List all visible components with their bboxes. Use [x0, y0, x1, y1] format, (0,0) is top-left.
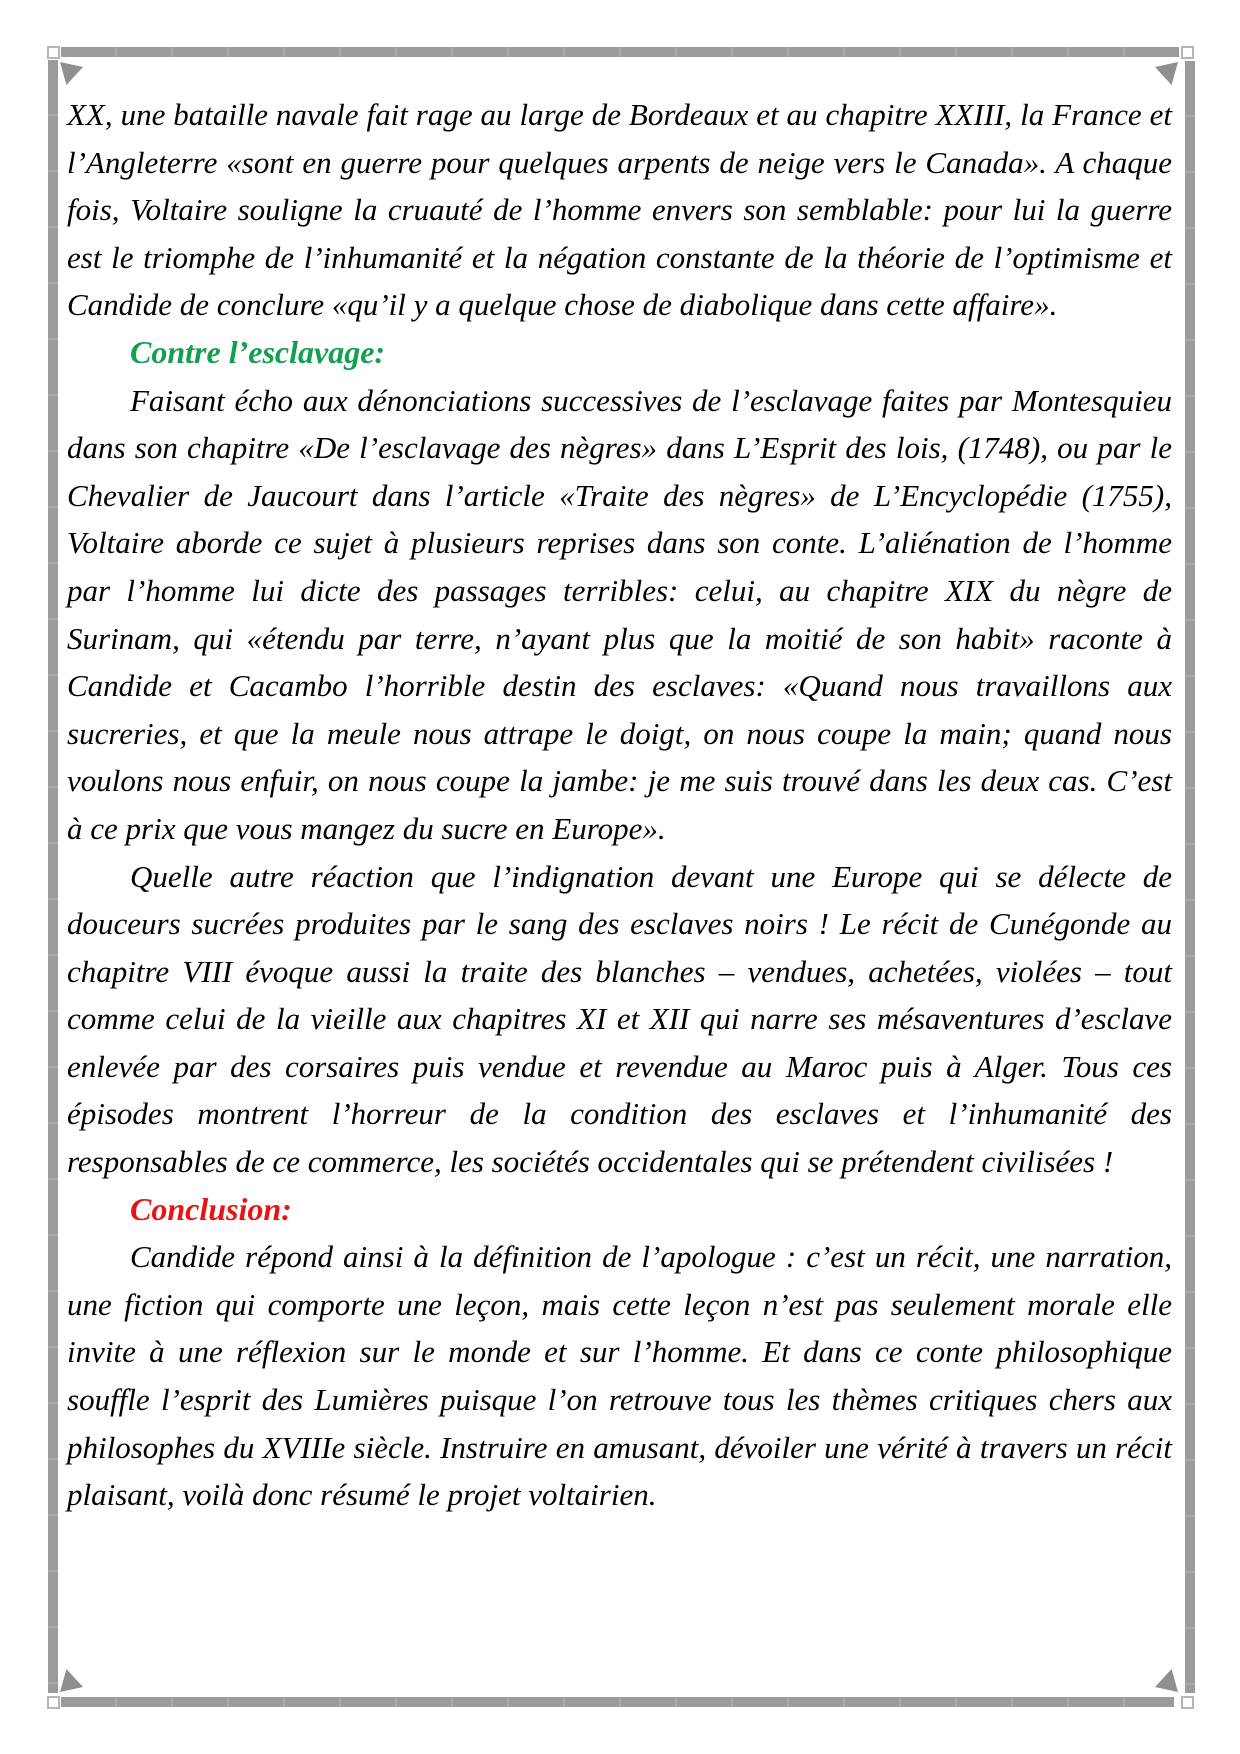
- paragraph-conclusion: Candide répond ainsi à la définition de l’apologue : c’est un récit, une narration, une fiction qui comporte une leçon, mais cette leçon n’est pas seulement morale elle invite à une réflexion sur le monde et sur l’homme. Et dans ce conte philosophique souffle l’esprit des Lumières puisque l’on retrouve tous les thèmes critiques chers aux philosophes du XVIIIe siècle. Instruire en amusant, dévoiler une vérité à travers un récit plaisant, voilà donc résumé le projet voltairien.: [67, 1239, 1172, 1513]
- page-border-bottom: [61, 1697, 1174, 1707]
- border-flag-icon-top-left: [60, 62, 83, 85]
- text-block: [67, 91, 1172, 1519]
- paragraph-war-continuation: XX, une bataille navale fait rage au large de Bordeaux et au chapitre XXIII, la France et l’Angleterre «sont en guerre pour quelques arpents de neige vers le Canada». A chaque fois, Voltaire souligne la cruauté de l’homme envers son semblable: pour lui la guerre est le triomphe de l’inhumanité et la négation constante de la théorie de l’optimisme et Candide de conclure «qu’il y a quelque chose de diabolique dans cette affaire».: [67, 97, 1172, 323]
- page-border-left: [48, 60, 58, 1693]
- paragraph-esclavage-1: Faisant écho aux dénonciations successives de l’esclavage faites par Montesquieu dans son chapitre «De l’esclavage des nègres» dans L’Esprit des lois, (1748), ou par le Chevalier de Jaucourt dans l’article «Traite des nègres» de L’Encyclopédie (1755), Voltaire aborde ce sujet à plusieurs reprises dans son conte. L’aliénation de l’homme par l’homme lui dicte des passages terribles: celui, au chapitre XIX du nègre de Surinam, qui «étendu par terre, n’ayant plus que la moitié de son habit» raconte à Candide et Cacambo l’horrible destin des esclaves: «Quand nous travaillons aux sucreries, et que la meule nous attrape le doigt, on nous coupe la main; quand nous voulons nous enfuir, on nous coupe la jambe: je me suis trouvé dans les deux cas. C’est à ce prix que vous mangez du sucre en Europe».: [67, 382, 1172, 846]
- border-corner-square-bottom-left: [47, 1696, 60, 1709]
- border-corner-square-bottom-right: [1181, 1696, 1194, 1709]
- border-corner-square-top-left: [47, 46, 60, 59]
- border-flag-icon-top-right: [1155, 62, 1178, 85]
- page-border-top: [61, 47, 1179, 57]
- page-border-right: [1185, 61, 1195, 1693]
- border-flag-icon-bottom-right: [1155, 1669, 1178, 1692]
- border-flag-icon-bottom-left: [60, 1669, 83, 1692]
- border-corner-square-top-right: [1181, 46, 1194, 59]
- section-heading-conclusion: Conclusion:: [130, 1190, 292, 1227]
- section-heading-esclavage: Contre l’esclavage:: [130, 333, 386, 370]
- paragraph-esclavage-2: Quelle autre réaction que l’indignation devant une Europe qui se délecte de douceurs sucrées produites par le sang des esclaves noirs ! Le récit de Cunégonde au chapitre VIII évoque aussi la traite des blanches – vendues, achetées, violées – tout comme celui de la vieille aux chapitres XI et XII qui narre ses mésaventures d’esclave enlevée par des corsaires puis vendue et revendue au Maroc puis à Alger. Tous ces épisodes montrent l’horreur de la condition des esclaves et l’inhumanité des responsables de ce commerce, les sociétés occidentales qui se prétendent civilisées !: [67, 858, 1172, 1180]
